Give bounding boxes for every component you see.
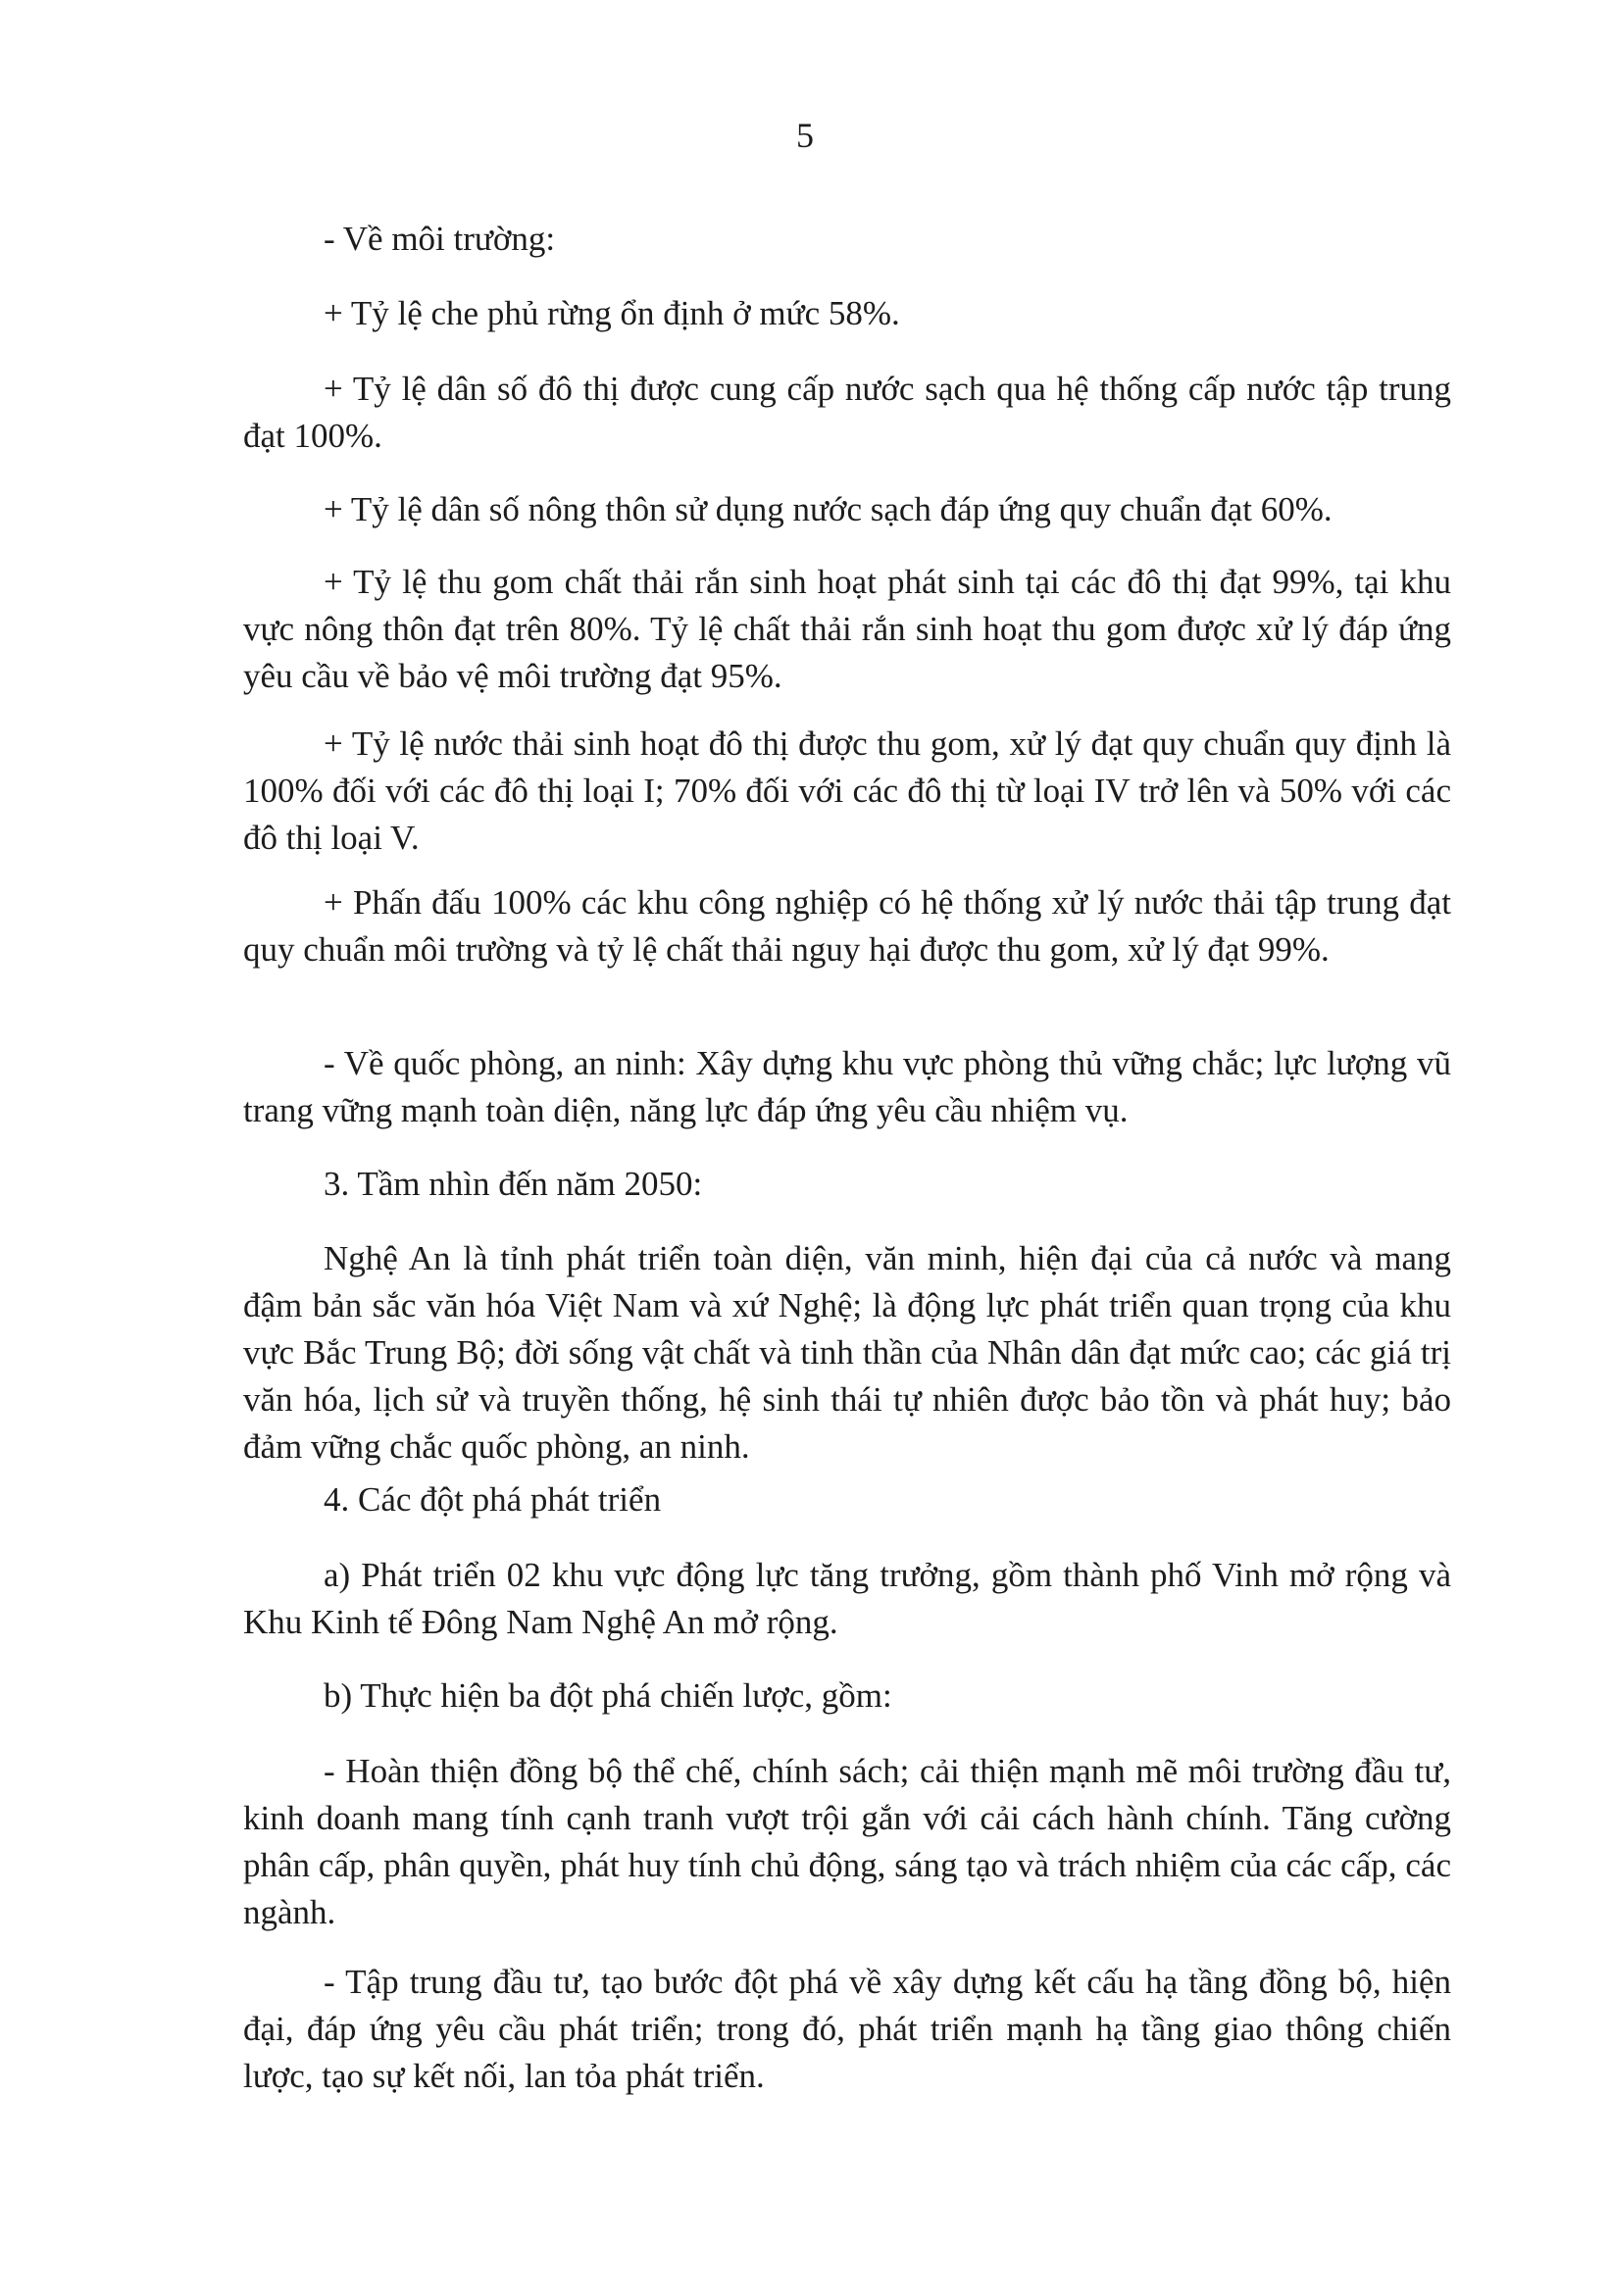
paragraph-institutions: - Hoàn thiện đồng bộ thể chế, chính sách; cải thiện mạnh mẽ môi trường đầu tư, kinh doanh mang tính cạnh tranh vượt trội gắn với cải cách hành chính. Tăng cường phân cấp, phân quyền, phát huy tính chủ động, sáng tạo và trách nhiệm của các cấp, các ngành. [243, 1752, 1451, 1931]
paragraph-rural-water: + Tỷ lệ dân số nông thôn sử dụng nước sạch đáp ứng quy chuẩn đạt 60%. [324, 490, 1333, 528]
paragraph-growth-areas: a) Phát triển 02 khu vực động lực tăng trưởng, gồm thành phố Vinh mở rộng và Khu Kinh tế Đông Nam Nghệ An mở rộng. [243, 1556, 1451, 1641]
section-heading-vision-2050: 3. Tầm nhìn đến năm 2050: [324, 1165, 703, 1203]
paragraph-wastewater: + Tỷ lệ nước thải sinh hoạt đô thị được thu gom, xử lý đạt quy chuẩn quy định là 100% đối với các đô thị loại I; 70% đối với các đô thị từ loại IV trở lên và 50% với các đô thị loại V. [243, 724, 1451, 857]
page-number: 5 [796, 116, 814, 155]
paragraph-infrastructure: - Tập trung đầu tư, tạo bước đột phá về xây dựng kết cấu hạ tầng đồng bộ, hiện đại, đáp ứng yêu cầu phát triển; trong đó, phát triển mạnh hạ tầng giao thông chiến lược, tạo sự kết nối, lan tỏa phát triển. [243, 1963, 1451, 2095]
paragraph-environment-heading: - Về môi trường: [324, 220, 556, 258]
section-heading-breakthroughs: 4. Các đột phá phát triển [324, 1480, 662, 1519]
paragraph-industrial-parks: + Phấn đấu 100% các khu công nghiệp có hệ thống xử lý nước thải tập trung đạt quy chuẩn môi trường và tỷ lệ chất thải nguy hại được thu gom, xử lý đạt 99%. [243, 883, 1451, 969]
paragraph-forest-cover: + Tỷ lệ che phủ rừng ổn định ở mức 58%. [324, 294, 900, 332]
paragraph-strategic-breakthroughs: b) Thực hiện ba đột phá chiến lược, gồm: [324, 1676, 892, 1715]
paragraph-solid-waste: + Tỷ lệ thu gom chất thải rắn sinh hoạt phát sinh tại các đô thị đạt 99%, tại khu vực nông thôn đạt trên 80%. Tỷ lệ chất thải rắn sinh hoạt thu gom được xử lý đáp ứng yêu cầu về bảo vệ môi trường đạt 95%. [243, 563, 1451, 695]
paragraph-urban-water: + Tỷ lệ dân số đô thị được cung cấp nước sạch qua hệ thống cấp nước tập trung đạt 100%. [243, 370, 1451, 455]
paragraph-defense-security: - Về quốc phòng, an ninh: Xây dựng khu vực phòng thủ vững chắc; lực lượng vũ trang vững mạnh toàn diện, năng lực đáp ứng yêu cầu nhiệm vụ. [243, 1044, 1451, 1129]
paragraph-vision-2050: Nghệ An là tỉnh phát triển toàn diện, văn minh, hiện đại của cả nước và mang đậm bản sắc văn hóa Việt Nam và xứ Nghệ; là động lực phát triển quan trọng của khu vực Bắc Trung Bộ; đời sống vật chất và tinh thần của Nhân dân đạt mức cao; các giá trị văn hóa, lịch sử và truyền thống, hệ sinh thái tự nhiên được bảo tồn và phát huy; bảo đảm vững chắc quốc phòng, an ninh. [243, 1239, 1451, 1466]
